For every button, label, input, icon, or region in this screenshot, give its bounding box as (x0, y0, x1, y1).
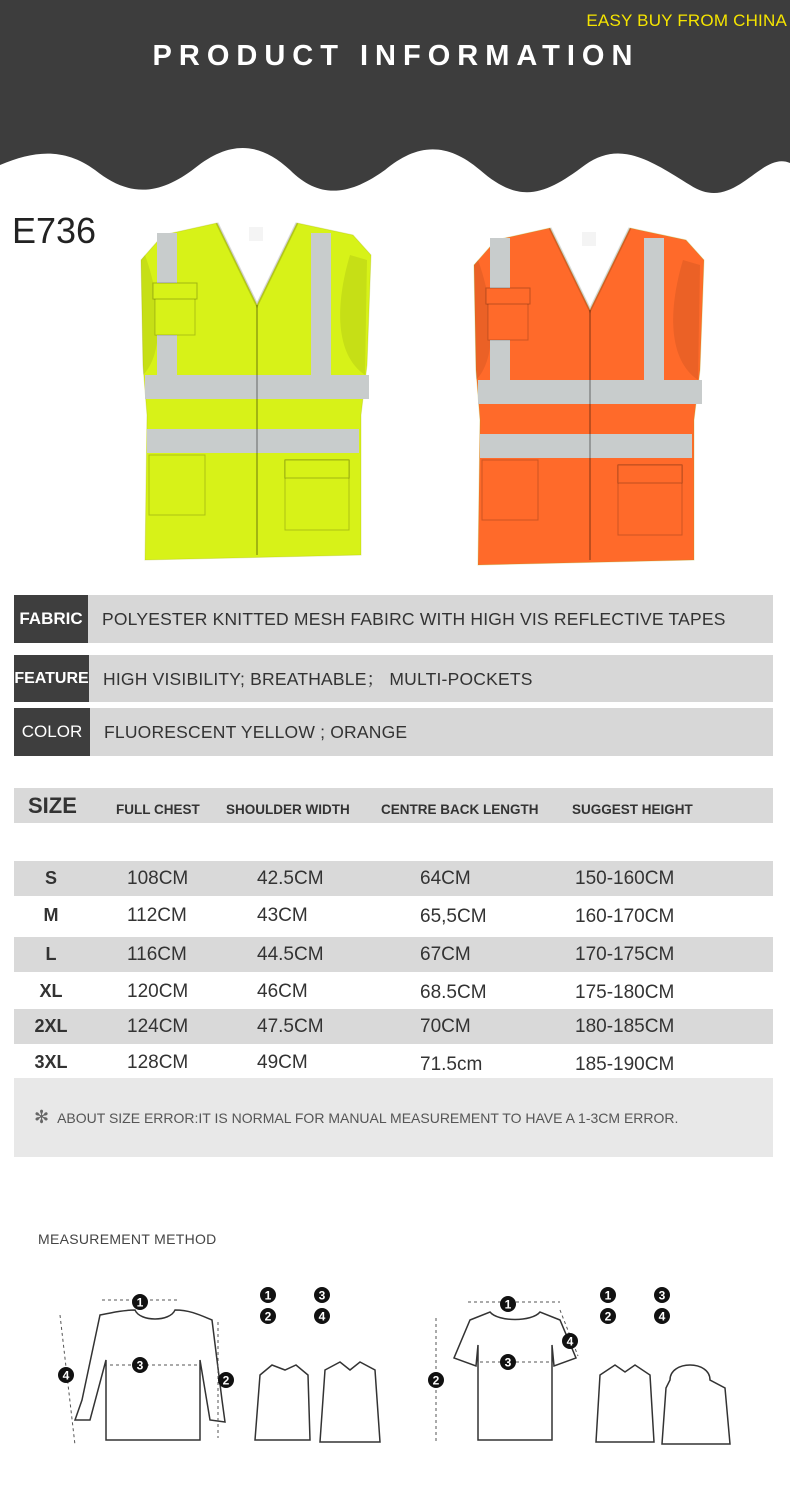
size-column-header: SIZE (28, 792, 77, 818)
suggest-height-cell: 160-170CM (575, 905, 675, 927)
reflective-stripe (644, 238, 664, 388)
suggest-height-cell: 150-160CM (575, 867, 675, 889)
pocket-flap (153, 283, 197, 299)
marker-3-label: 3 (504, 1355, 512, 1370)
size-cell: M (43, 905, 59, 925)
size-row (14, 1009, 773, 1044)
shoulder-width-cell: 49CM (257, 1051, 308, 1073)
color-row (14, 708, 773, 756)
marker-2-label: 2 (222, 1373, 230, 1388)
feature-label: FEATURE (14, 655, 89, 702)
fabric-label: FABRIC (14, 595, 88, 643)
back-length-cell: 70CM (420, 1015, 471, 1037)
centre-back-length-header: CENTRE BACK LENGTH (381, 802, 539, 817)
lower-pocket (482, 460, 538, 520)
jacket-icon (320, 1362, 380, 1442)
short-sleeve-measurement-diagram (420, 1270, 770, 1465)
marker-4-label: 4 (566, 1334, 574, 1349)
size-cell: XL (39, 981, 63, 1001)
orange-vest-image (468, 220, 713, 580)
lower-pocket (149, 455, 205, 515)
full-chest-cell: 116CM (127, 943, 187, 965)
marker-2-label: 2 (264, 1309, 272, 1324)
back-length-cell: 71.5cm (420, 1053, 483, 1075)
short-sleeve-shirt-outline (454, 1312, 576, 1440)
short-sleeve-diagram-svg (420, 1270, 770, 1460)
marker-2-label: 2 (432, 1373, 440, 1388)
pocket-flap (285, 460, 349, 478)
back-length-cell: 64CM (420, 867, 471, 889)
shoulder-width-cell: 42.5CM (257, 867, 324, 889)
hoodie-icon (662, 1365, 730, 1444)
full-chest-header: FULL CHEST (116, 802, 200, 817)
model-number: E736 (12, 210, 97, 251)
marker-1-label: 1 (264, 1288, 272, 1303)
back-length-cell: 65,5CM (420, 905, 487, 927)
reflective-stripe (311, 233, 331, 383)
marker-3-label: 3 (318, 1288, 326, 1303)
marker-1-label: 1 (504, 1297, 512, 1312)
marker-2-label: 2 (604, 1309, 612, 1324)
size-row (14, 974, 773, 1009)
suggest-height-cell: 175-180CM (575, 981, 675, 1003)
pocket-flap (618, 465, 682, 483)
shoulder-width-cell: 43CM (257, 904, 308, 926)
feature-value: HIGH VISIBILITY; BREATHABLE； MULTI-POCKETS (103, 669, 533, 689)
shoulder-width-header: SHOULDER WIDTH (226, 802, 350, 817)
long-sleeve-shirt-outline (75, 1310, 225, 1440)
shoulder-width-cell: 46CM (257, 980, 308, 1002)
full-chest-cell: 120CM (127, 980, 189, 1002)
long-sleeve-measurement-diagram (40, 1270, 390, 1465)
sleeve-measure-line (560, 1310, 578, 1356)
asterisk-icon: ✻ (34, 1107, 50, 1127)
shoulder-width-cell: 44.5CM (257, 943, 324, 965)
measurement-method-title: MEASUREMENT METHOD (38, 1231, 217, 1247)
size-table-header (14, 788, 773, 823)
full-chest-cell: 108CM (127, 867, 189, 889)
marker-1-label: 1 (604, 1288, 612, 1303)
marker-4-label: 4 (318, 1309, 326, 1324)
size-row (14, 861, 773, 896)
blazer-icon (255, 1365, 310, 1440)
pocket-flap (486, 288, 530, 304)
yellow-vest-image (135, 215, 380, 575)
size-cell: S (44, 868, 57, 888)
page-title: PRODUCT INFORMATION (152, 40, 640, 72)
fabric-value: POLYESTER KNITTED MESH FABIRC WITH HIGH VIS REFLECTIVE TAPES (102, 608, 726, 629)
reflective-stripe (480, 434, 692, 458)
reflective-stripe (147, 429, 359, 453)
suggest-height-cell: 180-185CM (575, 1015, 675, 1037)
size-row (14, 898, 773, 933)
marker-4-label: 4 (658, 1309, 666, 1324)
size-cell: 2XL (34, 1016, 68, 1036)
size-cell: 3XL (34, 1052, 68, 1072)
size-error-note (14, 1078, 773, 1157)
marker-3-label: 3 (136, 1358, 144, 1373)
vest-tag (582, 232, 596, 246)
full-chest-cell: 124CM (127, 1015, 189, 1037)
color-label: COLOR (14, 708, 90, 756)
long-sleeve-diagram-svg (40, 1270, 390, 1460)
suggest-height-cell: 170-175CM (575, 943, 675, 965)
brand-label: EASY BUY FROM CHINA (586, 11, 787, 30)
marker-1-label: 1 (136, 1295, 144, 1310)
color-value: FLUORESCENT YELLOW ; ORANGE (104, 721, 408, 742)
size-error-note-text: ABOUT SIZE ERROR:IT IS NORMAL FOR MANUAL MEASUREMENT TO HAVE A 1-3CM ERROR. (57, 1109, 679, 1126)
size-cell: L (45, 944, 57, 964)
marker-4-label: 4 (62, 1368, 70, 1383)
suggest-height-header: SUGGEST HEIGHT (572, 802, 693, 817)
size-row (14, 937, 773, 972)
feature-row (14, 655, 773, 702)
marker-3-label: 3 (658, 1288, 666, 1303)
size-row (14, 1045, 773, 1080)
back-length-cell: 68.5CM (420, 981, 487, 1003)
header-banner (0, 0, 790, 200)
back-length-cell: 67CM (420, 943, 471, 965)
full-chest-cell: 112CM (127, 904, 187, 926)
vest-tag (249, 227, 263, 241)
shirt-icon (596, 1365, 654, 1442)
shoulder-width-cell: 47.5CM (257, 1015, 324, 1037)
suggest-height-cell: 185-190CM (575, 1053, 675, 1075)
full-chest-cell: 128CM (127, 1051, 189, 1073)
fabric-row (14, 595, 773, 643)
